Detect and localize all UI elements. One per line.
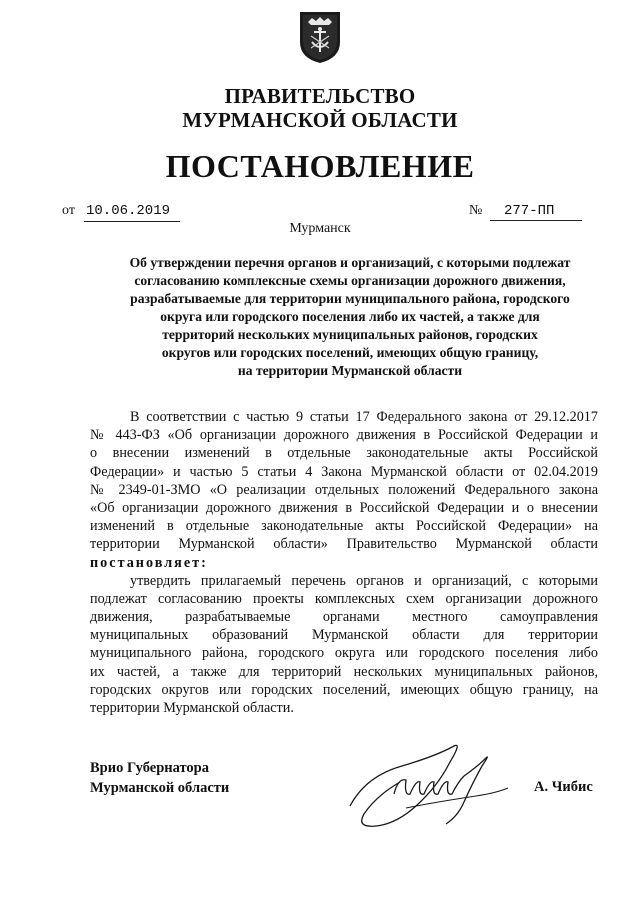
coat-of-arms-icon xyxy=(298,8,342,64)
handwritten-signature xyxy=(346,736,516,832)
preamble-line: № 443-ФЗ «Об организации дорожного движения в Российской Федерации и xyxy=(90,427,598,444)
preamble-line: «Об организации дорожного движения в Российской Федерации и о внесении xyxy=(90,499,598,516)
resolution-line: городских округов или городских поселений, имеющих общую границу, на xyxy=(90,681,598,698)
preamble-line: территории Мурманской области» Правительство Мурманской области xyxy=(90,536,598,553)
resolution-line: движения, разрабатываемые органами местного самоуправления xyxy=(90,609,598,626)
subject-line: округов или городских поселений, имеющих общую границу, xyxy=(161,345,539,360)
government-title-line2: МУРМАНСКОЙ ОБЛАСТИ xyxy=(182,108,458,132)
signatory-title-line1: Врио Губернатора xyxy=(90,760,209,776)
signatory-title-line2: Мурманской области xyxy=(90,780,230,796)
number-value: 277-ПП xyxy=(490,201,582,221)
preamble-line: № 2349-01-ЗМО «О реализации отдельных положений Федерального закона xyxy=(90,481,598,498)
subject-line: Об утверждении перечня органов и организаций, с которыми подлежат xyxy=(129,255,571,270)
preamble-line: изменений в отдельные законодательные акты Российской Федерации» на xyxy=(90,518,598,535)
preamble-line: В соответствии с частью 9 статьи 17 Федерального закона от 29.12.2017 xyxy=(130,409,598,425)
subject-line: согласованию комплексные схемы организации дорожного движения, xyxy=(134,273,566,288)
resolution-line: утвердить прилагаемый перечень органов и организаций, с которыми xyxy=(130,572,598,589)
subject-line: разрабатываемые для территории муниципального района, городского xyxy=(130,291,570,306)
preamble-line: Федерации» и частью 5 статьи 4 Закона Мурманской области от 02.04.2019 xyxy=(90,463,598,480)
resolution-line: муниципального района, городского округа или городского поселения либо xyxy=(90,645,598,662)
subject-line: округа или городского поселения либо их частей, а также для xyxy=(160,309,540,324)
decree-word: постановляет: xyxy=(90,554,208,571)
resolution-line: территории Мурманской области. xyxy=(90,700,294,716)
resolution-line: их частей, а также для территорий нескольких муниципальных районов, xyxy=(90,663,598,680)
subject-line: территорий нескольких муниципальных районов, городских xyxy=(162,327,538,342)
government-title-line1: ПРАВИТЕЛЬСТВО xyxy=(224,84,416,108)
subject-line: на территории Мурманской области xyxy=(237,363,463,378)
date-label: от xyxy=(62,203,75,218)
signatory-title xyxy=(90,758,229,798)
resolution-line: подлежат согласованию проекты комплексных схем организации дорожного xyxy=(90,590,598,607)
preamble-line: о внесении изменений в отдельные законодательные акты Российской xyxy=(90,445,598,462)
document-subject xyxy=(90,254,610,380)
date-value: 10.06.2019 xyxy=(84,201,180,222)
signer-name: А. Чибис xyxy=(534,779,593,795)
document-type-heading: ПОСТАНОВЛЕНИЕ xyxy=(165,148,475,184)
resolution-line: муниципальных образований Мурманской области для территории xyxy=(90,627,598,644)
number-label: № xyxy=(469,203,483,218)
city-name: Мурманск xyxy=(289,221,351,236)
document-body xyxy=(90,408,598,717)
